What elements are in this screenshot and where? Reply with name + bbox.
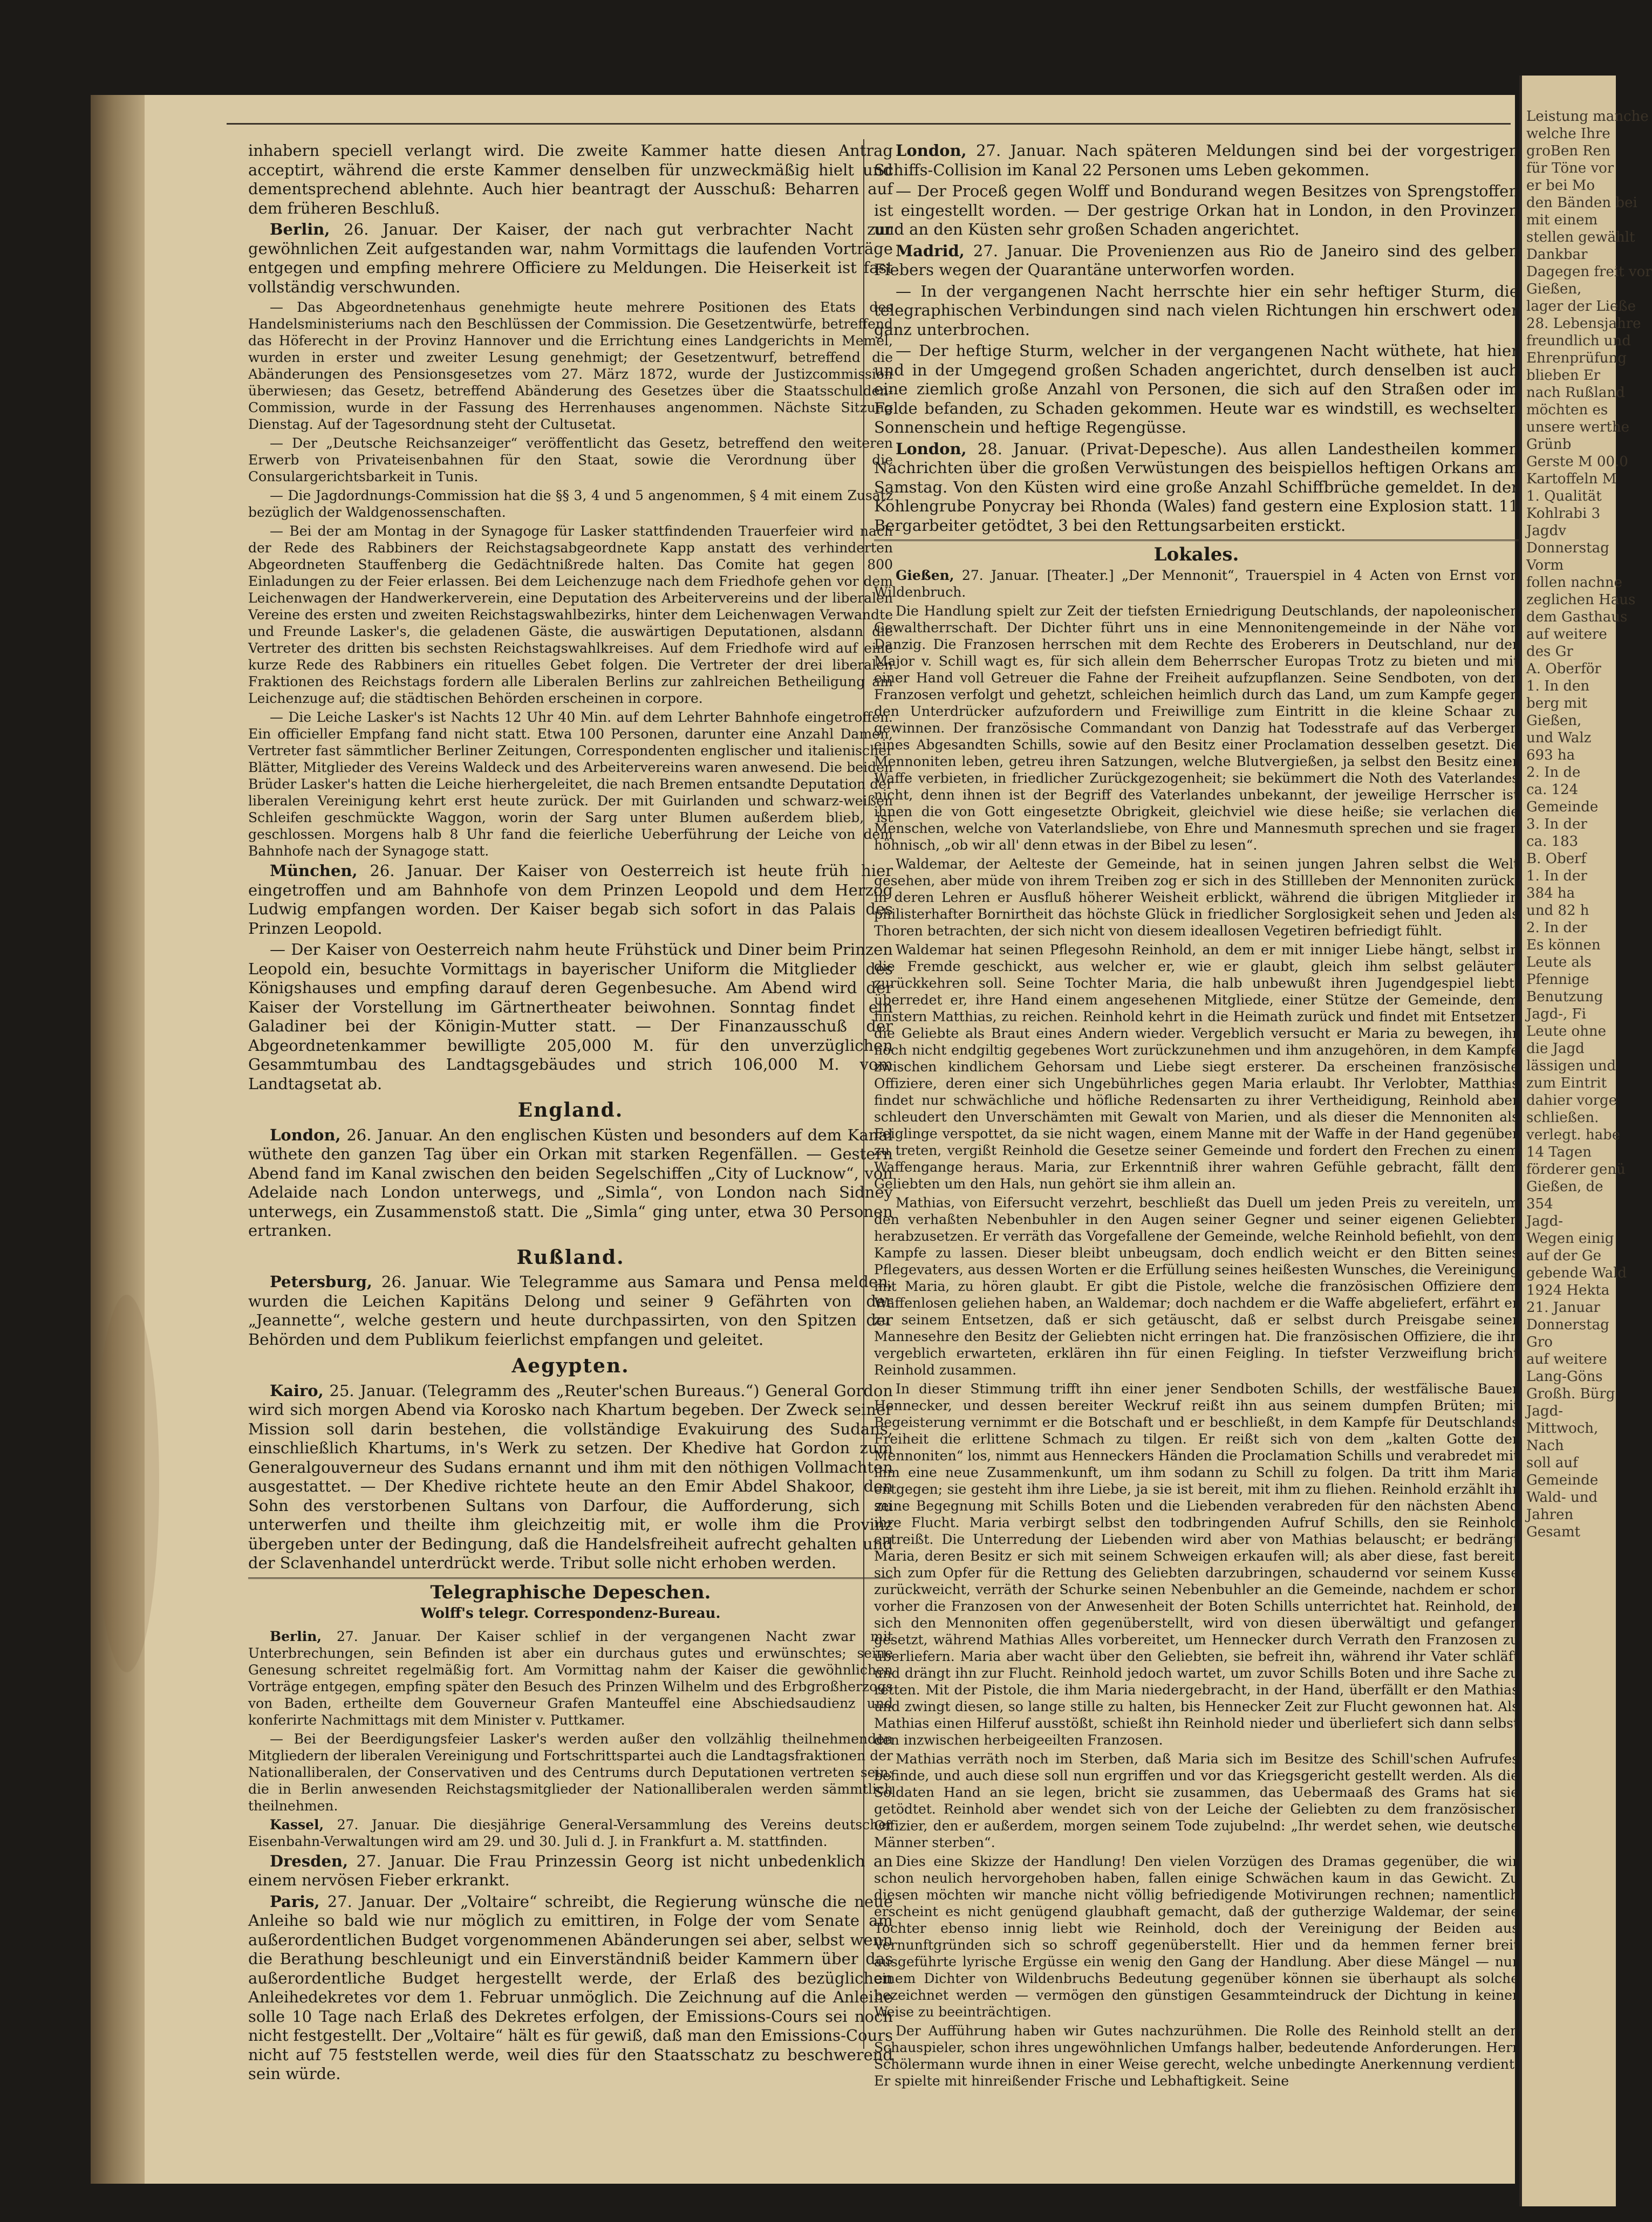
dateline: Gießen, [896,567,954,583]
dateline: Paris, [270,1892,320,1911]
dateline: Kassel, [270,1816,324,1833]
article-paragraph: Dresden, 27. Januar. Die Frau Prinzessin Georg ist nicht unbedenklich an einem nervösen Fieber erkrankt. [248,1851,893,1889]
article-paragraph: Dies eine Skizze der Handlung! Den vielen Vorzügen des Dramas gegenüber, die wir schon neulich hervorgehoben haben, fallen einige Schwächen kaum in das Gewicht. Zu diesen möchten wir manche nicht völlig befriedigende Motivirungen rechnen; namentlich erscheint es nicht genügend glaubhaft gemacht, daß der gutherzige Waldemar, der seine Tochter ebenso innig liebt wie Reinhold, doch der Vereinigung der Beiden aus Vernunftgründen sich so schroff gegenüberstellt. Hier und da hemmen ferner breit ausgeführte lyrische Ergüsse ein wenig den Gang der Handlung. Aber diese Mängel — nur einem Dichter von Wildenbruchs Bedeutung gegenüber können sie überhaupt als solche bezeichnet werden — vermögen den günstigen Gesammteindruck der Dichtung in keiner Weise zu beeinträchtigen. [874,1853,1519,2020]
adjacent-page-line: 354 [1526,1196,1553,1212]
article-paragraph: Waldemar hat seinen Pflegesohn Reinhold, an dem er mit inniger Liebe hängt, selbst in die Fremde geschickt, aus welcher er, wie er glaubt, gleich ihm selbst geläutert zurückkehren soll. Seine Tochter Maria, die halb unbewußt ihren Jugendgespiel liebt, überredet er, ihre Hand einem angesehenen Mitgliede, einer Stütze der Gemeinde, dem finstern Matthias, zu reichen. Reinhold kehrt in die Heimath zurück und findet mit Entsetzen die Geliebte als Braut eines Andern wieder. Vergeblich versucht er Maria zu bewegen, ihr noch nicht endgiltig gegebenes Wort zurückzunehmen und ihm anzugehören, in dem Kampfe zwischen kindlichem Gehorsam und Liebe siegt ersterer. Da erscheinen französische Offiziere, deren einer sich Ungebührliches gegen Maria erlaubt. Ihr Verlobter, Matthias findet nur schwächliche und höfliche Redensarten zu ihrer Vertheidigung, Reinhold aber schleudert den Unverschämten mit Gewalt von Marien, und als dieser die Mennoniten als Feiglinge verspottet, da sie nicht wagen, einem Manne mit der Waffe in der Hand gegenüber zu treten, vergißt Reinhold die Gesetze seiner Gemeinde und fordert den Frechen zu einem Waffengange heraus. Maria, zur Erkenntniß ihrer wahren Gefühle gebracht, fällt dem Geliebten um den Hals, nun gehört sie ihm allein an. [874,941,1519,1192]
adjacent-page-line: blieben Er [1526,367,1601,384]
adjacent-page-line: nach Rußland [1526,385,1625,401]
adjacent-page-line: Lang-Göns [1526,1369,1603,1385]
adjacent-page-line: Jahren [1526,1507,1574,1523]
adjacent-page-line: die Jagd [1526,1041,1585,1057]
adjacent-page-line: Gesamt [1526,1524,1581,1540]
dateline: Berlin, [270,220,330,238]
article-paragraph: Paris, 27. Januar. Der „Voltaire“ schreibt, die Regierung wünsche die neue Anleihe so bald wie nur möglich zu emittiren, in Folge der vom Senate am außerordentlichen Budget vorgenommenen Abänderungen sei aber, selbst wenn die Berathung beschleunigt und ein Einverständniß beider Kammern über das außerordentliche Budget hergestellt werde, der Erlaß des bezüglichen Anleihedekretes vor dem 1. Februar unmöglich. Die Zeichnung auf die Anleihe solle 10 Tage nach Erlaß des Dekretes erfolgen, der Emissions-Cours sei noch nicht festgestellt. Der „Voltaire“ hält es für gewiß, daß man den Emissions-Cours nicht auf 75 feststellen werde, weil dies für den Staatsschatz zu beschwerend sein würde. [248,1892,893,2083]
adjacent-page-line: Wald- und [1526,1489,1598,1506]
adjacent-page-line: Benutzung [1526,989,1603,1005]
adjacent-page-line: verlegt. habe [1526,1127,1621,1143]
article-paragraph: — Bei der Beerdigungsfeier Lasker's werden außer den vollzählig theilnehmenden Mitgliedern der liberalen Vereinigung und Fortschrittspartei auch die Landtagsfraktionen der Nationalliberalen, der Conservativen und des Centrums durch Deputationen vertreten sein; die in Berlin anwesenden Reichstagsmitglieder der Nationalliberalen werden sämmtlich theilnehmen. [248,1731,893,1814]
article-paragraph: inhabern speciell verlangt wird. Die zweite Kammer hatte diesen Antrag acceptirt, während die erste Kammer denselben für unzweckmäßig hielt und dementsprechend ablehnte. Auch hier beantragt der Ausschuß: Beharren auf dem früheren Beschluß. [248,141,893,217]
article-paragraph: Der Aufführung haben wir Gutes nachzurühmen. Die Rolle des Reinhold stellt an den Schauspieler, schon ihres ungewöhnlichen Umfangs halber, bedeutende Anforderungen. Herr Schölermann wurde ihnen in einer Weise gerecht, welche unbedingte Anerkennung verdient. Er spielte mit hinreißender Frische und Lebhaftigkeit. Seine [874,2022,1519,2089]
adjacent-page-line: auf weitere [1526,1351,1607,1368]
dateline: London, [270,1125,341,1144]
adjacent-page-line: Gemeinde [1526,1472,1599,1488]
article-paragraph: Waldemar, der Aelteste der Gemeinde, hat in seinen jungen Jahren selbst die Welt gesehen, aber müde von ihrem Treiben zog er sich in des Stillleben der Mennoniten zurück, in deren Lehren er Ausfluß höherer Weisheit erblickt, während die übrigen Mitglieder in philisterhafter Bornirtheit das höchste Glück in friedlicher Sorglosigkeit sehen und Jeden als Thoren betrachten, der sich nicht von diesem ideallosen Vegetiren befriedigt fühlt. [874,856,1519,939]
adjacent-page-line: auf der Ge [1526,1248,1602,1264]
adjacent-page-line: Wegen einig [1526,1230,1614,1247]
article-paragraph: London, 26. Januar. An den englischen Küsten und besonders auf dem Kanal wüthete den ganzen Tag über ein Orkan mit starken Regenfällen. — Gestern Abend fand im Kanal zwischen den beiden Segelschiffen „City of Lucknow“, von Adelaide nach London unterwegs, und „Simla“, von London nach Sidney unterwegs, ein Zusammenstoß statt. Die „Simla“ ging unter, etwa 30 Personen ertranken. [248,1125,893,1240]
adjacent-page-line: unsere werthe [1526,419,1629,435]
adjacent-page-line: lässigen und [1526,1058,1616,1074]
article-paragraph: — In der vergangenen Nacht herrschte hier ein sehr heftiger Sturm, die telegraphischen Verbindungen sind nach vielen Richtungen hin erschwert oder ganz unterbrochen. [874,282,1519,339]
article-paragraph: — Bei der am Montag in der Synagoge für Lasker stattfindenden Trauerfeier wird nach der Rede des Rabbiners der Reichstagsabgeordnete Kapp anstatt des verhinderten Abgeordneten Stauffenberg die Gedächtnißrede halten. Das Comite hat gegen 800 Einladungen zu der Feier erlassen. Bei dem Leichenzuge nach dem Friedhofe gehen vor dem Leichenwagen der Handwerkerverein, eine Deputation des Arbeitervereins und der liberalen Vereine des ersten und zweiten Reichstagswahlbezirks, hinter dem Leichenwagen Verwandte und Freunde Lasker's, die geladenen Gäste, die auswärtigen Deputationen, alsdann die Vertreter des dritten bis sechsten Reichstagswahlkreises. Auf dem Friedhofe wird auf eine kurze Rede des Rabbiners ein rituelles Gebet folgen. Die Vertreter der drei liberalen Fraktionen des Reichstags fordern alle Liberalen Berlins zur zahlreichen Betheiligung am Leichenzuge auf; die städtischen Behörden erscheinen in corpore. [248,523,893,706]
adjacent-page-line: schließen. [1526,1110,1599,1126]
adjacent-page-line: für Töne vor [1526,160,1614,176]
adjacent-page-line: mit einem [1526,212,1598,228]
adjacent-page-line: er bei Mo [1526,177,1595,194]
adjacent-page-line: 3. In der [1526,816,1587,832]
adjacent-page-line: stellen gewählt [1526,229,1635,245]
adjacent-page-line: Gro [1526,1334,1553,1350]
article-paragraph: Kairo, 25. Januar. (Telegramm des „Reuter'schen Bureaus.“) General Gordon wird sich morgen Abend via Korosko nach Khartum begeben. Der Zweck seiner Mission soll darin bestehen, die vollständige Evakuirung des Sudans, einschließlich Khartums, in's Werk zu setzen. Der Khedive hat Gordon zum Generalgouverneur des Sudans ernannt und ihm mit den nöthigen Vollmachten ausgestattet. — Der Khedive richtete heute an den Emir Abdel Shakoor, den Sohn des verstorbenen Sultans von Darfour, die Aufforderung, sich zu unterwerfen und theilte ihm gleichzeitig mit, er wolle ihm die Provinz übergeben unter der Bedingung, daß die Handelsfreiheit aufrecht gehalten und der Sclavenhandel unterdrückt werde. Tribut solle nicht erhoben werden. [248,1381,893,1572]
adjacent-page-line: Gießen, [1526,281,1582,297]
section-heading-aegypten: Aegypten. [511,1355,630,1377]
dateline: München, [270,862,358,880]
article-paragraph: — Der „Deutsche Reichsanzeiger“ veröffentlicht das Gesetz, betreffend den weiteren Erwerb von Privateisenbahnen für den Staat, sowie die Verordnung über die Consulargerichtsbarkeit in Tunis. [248,435,893,484]
adjacent-page-line: Jagdv [1526,523,1566,539]
adjacent-page-line: Jagd- [1526,1403,1563,1419]
article-paragraph: — Der heftige Sturm, welcher in der vergangenen Nacht wüthete, hat hier und in der Umgegend großen Schaden angerichtet, durch denselben ist auch eine ziemlich große Anzahl von Personen, die sich auf den Straßen oder im Felde befanden, zu Schaden gekommen. Heute war es windstill, es wechselten Sonnenschein und heftige Regengüsse. [874,341,1519,436]
article-paragraph: Mathias, von Eifersucht verzehrt, beschließt das Duell um jeden Preis zu vereiteln, um den verhaßten Nebenbuhler in den Augen seiner Gegner und seiner eigenen Geliebten herabzusetzen. Er verräth das Vorgefallene der Gemeinde, welche Reinhold befiehlt, von dem Kampfe zu lassen. Dieser bleibt unbeugsam, doch endlich weicht er den Bitten seines Pflegevaters, aus dessen Worten er die Erfüllung seines heißesten Wunsches, die Vereinigung mit Maria, zu hören glaubt. Er gibt die Pistole, welche die französischen Offiziere dem Waffenlosen geliehen haben, an Waldemar; doch nachdem er die Waffe abgeliefert, erfährt er zu seinem Entsetzen, daß er sich getäuscht, daß er selbst durch Preisgabe seiner Mannesehre den Besitz der Geliebten nicht erringen hat. Die französischen Offiziere, die ihn vergeblich erwarteten, erklären ihn für einen Feigling. In tiefster Verzweiflung bricht Reinhold zusammen. [874,1194,1519,1378]
adjacent-page-line: ca. 183 [1526,833,1579,850]
book-spine [91,95,145,2184]
adjacent-page-line: zum Eintrit [1526,1075,1607,1091]
adjacent-page-line: Donnerstag [1526,1317,1609,1333]
adjacent-page-line: B. Oberf [1526,851,1587,867]
article-paragraph: Berlin, 27. Januar. Der Kaiser schlief in der vergangenen Nacht zwar mit Unterbrechungen, sein Befinden ist aber ein durchaus gutes und erwünschtes; seine Genesung schreitet regelmäßig fort. Am Vormittag nahm der Kaiser die gewöhnlichen Vorträge entgegen, empfing später den Besuch des Prinzen Wilhelm und des Erbgroßherzogs von Baden, ertheilte dem Gouverneur Grafen Manteuffel eine Abschiedsaudienz und konferirte Nachmittags mit dem Minister v. Puttkamer. [248,1628,893,1728]
adjacent-page-line: Großh. Bürg [1526,1386,1615,1402]
adjacent-page-line: 693 ha [1526,747,1575,763]
adjacent-page-line: den Bänden bei [1526,195,1637,211]
adjacent-page-line: freundlich und [1526,333,1631,349]
adjacent-page-line: Gerste M 00.0 [1526,454,1628,470]
dateline: London, [896,439,967,458]
article-paragraph: — Das Abgeordnetenhaus genehmigte heute mehrere Positionen des Etats des Handelsministeriums nach den Beschlüssen der Commission. Die Gesetzentwürfe, betreffend das Höferecht in der Provinz Hannover und die Errichtung eines Landgerichts in Memel, wurden in erster und zweiter Lesung genehmigt; der Gesetzentwurf, betreffend die Abänderungen des Pensionsgesetzes vom 27. März 1872, wurde der Justizcommission überwiesen; das Gesetz, betreffend Abänderung des Gesetzes über die Staatsschulden-Commission, wurde in der Fassung des Herrenhauses angenommen. Nächste Sitzung Dienstag. Auf der Tagesordnung steht der Cultusetat. [248,299,893,432]
adjacent-page-line: Kohlrabi 3 [1526,505,1601,522]
adjacent-page-line: auf weitere [1526,626,1607,642]
article-paragraph: Die Handlung spielt zur Zeit der tiefsten Erniedrigung Deutschlands, der napoleonischen Gewaltherrschaft. Der Dichter führt uns in eine Mennonitengemeinde in der Nähe von Danzig. Die Franzosen herrschen mit dem Rechte des Eroberers in Deutschland, nur der Major v. Schill wagt es, für sich allein dem Beherrscher Europas Trotz zu bieten und mit einer Hand voll Getreuer die Fahne der Freiheit aufzupflanzen. Seine Sendboten, von den Franzosen verfolgt und gehetzt, schleichen heimlich durch das Land, um zum Kampfe gegen den Unterdrücker aufzufordern und Freiwillige zum Eintritt in die kleine Schaar zu gewinnen. Der französische Commandant von Danzig hat Todesstrafe auf das Verbergen eines Abgesandten Schills, sowie auf den Besitz einer Proclamation desselben gesetzt. Die Mennoniten leben, getreu ihren Satzungen, welche Blutvergießen, ja selbst den Besitz einer Waffe verbieten, in friedlicher Zurückgezogenheit; sie bekümmert die Noth des Vaterlandes nicht, denn ihnen ist der Begriff des Vaterlandes unbekannt, der jeweilige Herrscher ist ihnen die von Gott eingesetzte Obrigkeit, gleichviel wie diese heiße; sie verlachen die Menschen, welche von Vaterlandsliebe, von Ehre und Mannesmuth sprechen und sie fragen höhnisch, „ob wir all' denn etwas in der Bibel zu lesen“. [874,603,1519,853]
adjacent-page-line: 384 ha [1526,885,1575,901]
dateline: Dresden, [270,1851,349,1870]
adjacent-page-line: möchten es [1526,402,1608,418]
adjacent-page-text [1526,108,1652,1541]
adjacent-page-line: Gießen, [1526,713,1582,729]
adjacent-page-line: Gemeinde [1526,799,1599,815]
adjacent-page-line: 1. Qualität [1526,488,1602,504]
adjacent-page-line: 2. In der [1526,920,1587,936]
page-stain [94,1295,159,1672]
adjacent-page-line: 1. In den [1526,678,1590,694]
adjacent-page-line: 14 Tagen [1526,1144,1592,1160]
adjacent-page-line: berg mit [1526,695,1587,712]
adjacent-page-line: förderer genü [1526,1161,1626,1178]
adjacent-page-line: Dagegen freit vor [1526,264,1652,280]
adjacent-page-line: Dankbar [1526,247,1588,263]
article-paragraph: München, 26. Januar. Der Kaiser von Oesterreich ist heute früh hier eingetroffen und am Bahnhofe von dem Prinzen Leopold und dem Herzog Ludwig empfangen worden. Der Kaiser begab sich sofort in das Palais des Prinzen Leopold. [248,862,893,938]
adjacent-page-line: 2. In de [1526,764,1581,781]
section-heading-lokales: Lokales. [874,539,1519,565]
dateline: Madrid, [896,241,965,260]
section-subheading: Wolff's telegr. Correspondenz-Bureau. [420,1605,721,1622]
adjacent-page-line: gebende Wald [1526,1265,1627,1281]
dateline: Petersburg, [270,1273,372,1291]
adjacent-page-line: Pfennige [1526,972,1589,988]
article-paragraph: London, 27. Januar. Nach späteren Meldungen sind bei der vorgestrigen Schiffs-Collision im Kanal 22 Personen ums Leben gekommen. [874,141,1519,179]
adjacent-page-line: Vorm [1526,557,1564,573]
adjacent-page-line: Mittwoch, [1526,1420,1599,1437]
left-column [248,141,893,2086]
section-heading-england: England. [517,1099,624,1122]
adjacent-page-line: 21. Januar [1526,1300,1600,1316]
adjacent-page-line: Nach [1526,1438,1564,1454]
adjacent-page-line: ca. 124 [1526,782,1579,798]
adjacent-page-line: des Gr [1526,644,1573,660]
adjacent-page-line: dem Gasthaus [1526,609,1628,625]
adjacent-page-line: Jagd- [1526,1213,1563,1229]
adjacent-page-line: Leute ohne [1526,1023,1607,1040]
adjacent-page-line: zeglichen Haus [1526,592,1636,608]
article-paragraph: Mathias verräth noch im Sterben, daß Maria sich im Besitze des Schill'schen Aufrufes befinde, und auch diese soll nun ergriffen und vor das Kriegsgericht gestellt werden. Als die Soldaten Hand an sie legen, bricht sie zusammen, das Uebermaaß des Grams hat sie getödtet. Reinhold aber wendet sich von der Leiche der Geliebten zu dem französischen Offizier, den er außerdem, morgen seinem Tode zujubelnd: „Ihr werdet sehen, wie deutsche Männer sterben“. [874,1751,1519,1850]
dateline: Berlin, [270,1628,322,1644]
article-paragraph: Kassel, 27. Januar. Die diesjährige General-Versammlung des Vereins deutscher Eisenbahn-Verwaltungen wird am 29. und 30. Juli d. J. in Frankfurt a. M. stattfinden. [248,1816,893,1849]
adjacent-page-line: welche Ihre [1526,126,1610,142]
adjacent-page-line: Ehrenprüfung [1526,350,1627,366]
top-rule [227,123,1511,125]
adjacent-page-line: Grünb [1526,436,1572,453]
article-paragraph: — Der Proceß gegen Wolff und Bondurand wegen Besitzes von Sprengstoffen ist eingestellt worden. — Der gestrige Orkan hat in London, in den Provinzen und an den Küsten sehr großen Schaden angerichtet. [874,182,1519,238]
article-paragraph: In dieser Stimmung trifft ihn einer jener Sendboten Schills, der westfälische Bauer Hennecker, und dessen bereiter Weckruf reißt ihn aus seinem dumpfen Brüten; mit Begeisterung vernimmt er die Botschaft und er beschließt, in dem Kampfe für Deutschlands Freiheit die erlittene Schmach zu tilgen. Er reißt sich von dem „kalten Gotte der Mennoniten“ los, nimmt aus Henneckers Händen die Proclamation Schills und verabredet mit ihm eine neue Zusammenkunft, um ihm sodann zu Schill zu folgen. Da tritt ihm Maria entgegen; sie gesteht ihm ihre Liebe, ja sie ist bereit, mit ihm zu fliehen. Reinhold erzählt ihr seine Begegnung mit Schills Boten und die Liebenden verabreden für den nächsten Abend ihre Flucht. Maria verbirgt selbst den todbringenden Aufruf Schills, den sie Reinhold entreißt. Die Unterredung der Liebenden wird aber von Mathias belauscht; er bedrängt Maria, deren Besitz er sich mit seinem Schweigen erkaufen will; als aber diese, fast bereit, sich zum Opfer für die Rettung des Geliebten darzubringen, schaudernd vor seinem Kusse zurückweicht, verräth der Schurke seinen Nebenbuhler an die Gemeinde, nachdem er schon vorher die Franzosen von der Anwesenheit der Boten Schills unterrichtet hat. Reinhold, der sich den Mennoniten offen gegenüberstellt, wird von diesen überwältigt und gefangen gesetzt, während Mathias Alles vorbereitet, um Hennecker durch Verrath den Franzosen zu überliefern. Maria aber wacht über den Geliebten, sie befreit ihn, während ihr Vater schläft und drängt ihn zur Flucht. Reinhold jedoch wartet, um zuvor Schills Boten und ihre Sache zu retten. Mit der Pistole, die ihm Maria niedergebracht, in der Hand, überfällt er den Mathias und zwingt diesen, so lange stille zu halten, bis Hennecker Zeit zur Flucht gewonnen hat. Als Mathias einen Hilferuf ausstößt, schießt ihn Reinhold nieder und überliefert sich dann selbst den inzwischen herbeigeeilten Franzosen. [874,1380,1519,1748]
adjacent-page-line: Jagd-, Fi [1526,1006,1586,1022]
adjacent-page-line: 1. In der [1526,868,1587,884]
adjacent-page-line: und 82 h [1526,903,1589,919]
adjacent-page-line: dahier vorge [1526,1092,1617,1109]
adjacent-page-line: follen nachne [1526,575,1622,591]
adjacent-page-line: groBen Ren [1526,143,1610,159]
adjacent-page-line: Leute als [1526,954,1592,970]
adjacent-page-line: und Walz [1526,730,1592,746]
article-paragraph: London, 28. Januar. (Privat-Depesche). Aus allen Landestheilen kommen Nachrichten über die großen Verwüstungen des beispiellos heftigen Orkans am Samstag. Von den Küsten wird eine große Anzahl Schiffbrüche gemeldet. In der Kohlengrube Ponycray bei Rhonda (Wales) fand gestern eine Explosion statt. 11 Bergarbeiter getödtet, 3 bei den Rettungsarbeiten erstickt. [874,439,1519,535]
article-paragraph: Petersburg, 26. Januar. Wie Telegramme aus Samara und Pensa melden, wurden die Leichen Kapitäns Delong und seiner 9 Gefährten von der „Jeannette“, welche gestern und heute durchpassirten, von den Spitzen der Behörden und dem Publikum feierlichst empfangen und geleitet. [248,1273,893,1349]
adjacent-page-line: 1924 Hekta [1526,1282,1610,1298]
article-paragraph: Gießen, 27. Januar. [Theater.] „Der Mennonit“, Trauerspiel in 4 Acten von Ernst von Wildenbruch. [874,567,1519,600]
article-paragraph: — Die Jagdordnungs-Commission hat die §§ 3, 4 und 5 angenommen, § 4 mit einem Zusatz bezüglich der Waldgenossenschaften. [248,488,893,520]
adjacent-page-line: Donnerstag [1526,540,1609,556]
article-paragraph: — Die Leiche Lasker's ist Nachts 12 Uhr 40 Min. auf dem Lehrter Bahnhofe eingetroffen. Ein officieller Empfang fand nicht statt. Etwa 100 Personen, darunter eine Anzahl Damen, Vertreter fast sämmtlicher Berliner Zeitungen, Correspondenten englischer und italienischer Blätter, Mitglieder des Vereins Waldeck und des Arbeitervereins waren anwesend. Die beiden Brüder Lasker's hatten die Leiche hierhergeleitet, die nach Bremen entsandte Deputation der liberalen Vereinigung kehrt erst heute zurück. Der mit Guirlanden und schwarz-weißen Schleifen geschmückte Waggon, worin der Sarg unter Blumen außerdem blieb, ist geschlossen. Morgens halb 8 Uhr fand die feierliche Ueberführung der Leiche von dem Bahnhofe nach der Synagoge statt. [248,709,893,859]
dateline: Kairo, [270,1381,324,1400]
adjacent-page-line: 28. Lebensjahre [1526,316,1641,332]
adjacent-page-line: A. Oberför [1526,661,1601,677]
right-column [874,141,1519,2091]
adjacent-page-line: lager der Ließe [1526,298,1636,315]
dateline: London, [896,141,967,160]
section-heading-telegraphische: Telegraphische Depeschen. [248,1577,893,1603]
adjacent-page-line: Kartoffeln M [1526,471,1617,487]
section-heading-russland: Rußland. [516,1246,625,1269]
article-paragraph: Madrid, 27. Januar. Die Provenienzen aus Rio de Janeiro sind des gelben Fiebers wegen der Quarantäne unterworfen worden. [874,241,1519,279]
adjacent-page-line: Leistung manche [1526,108,1649,125]
article-paragraph: — Der Kaiser von Oesterreich nahm heute Frühstück und Diner beim Prinzen Leopold ein, besuchte Vormittags in bayerischer Uniform die Mitglieder des Königshauses und empfing darauf deren Gegenbesuche. Am Abend wird der Kaiser der Vorstellung im Gärtnertheater beiwohnen. Sonntag findet ein Galadiner bei der Königin-Mutter statt. — Der Finanzausschuß der Abgeordnetenkammer bewilligte 205,000 M. für den unverzüglichen Gesammtumbau des Landtagsgebäudes und strich 106,000 M. vom Landtagsetat ab. [248,940,893,1093]
adjacent-page-edge [1519,76,1652,2206]
adjacent-page-line: soll auf [1526,1455,1578,1471]
adjacent-page-line: Es können [1526,937,1601,953]
article-paragraph: Berlin, 26. Januar. Der Kaiser, der nach gut verbrachter Nacht zur gewöhnlichen Zeit aufgestanden war, nahm Vormittags die laufenden Vorträge entgegen und empfing mehrere Officiere zu Meldungen. Die Heiserkeit ist fast vollständig verschwunden. [248,220,893,296]
adjacent-page-line: Gießen, de [1526,1179,1603,1195]
